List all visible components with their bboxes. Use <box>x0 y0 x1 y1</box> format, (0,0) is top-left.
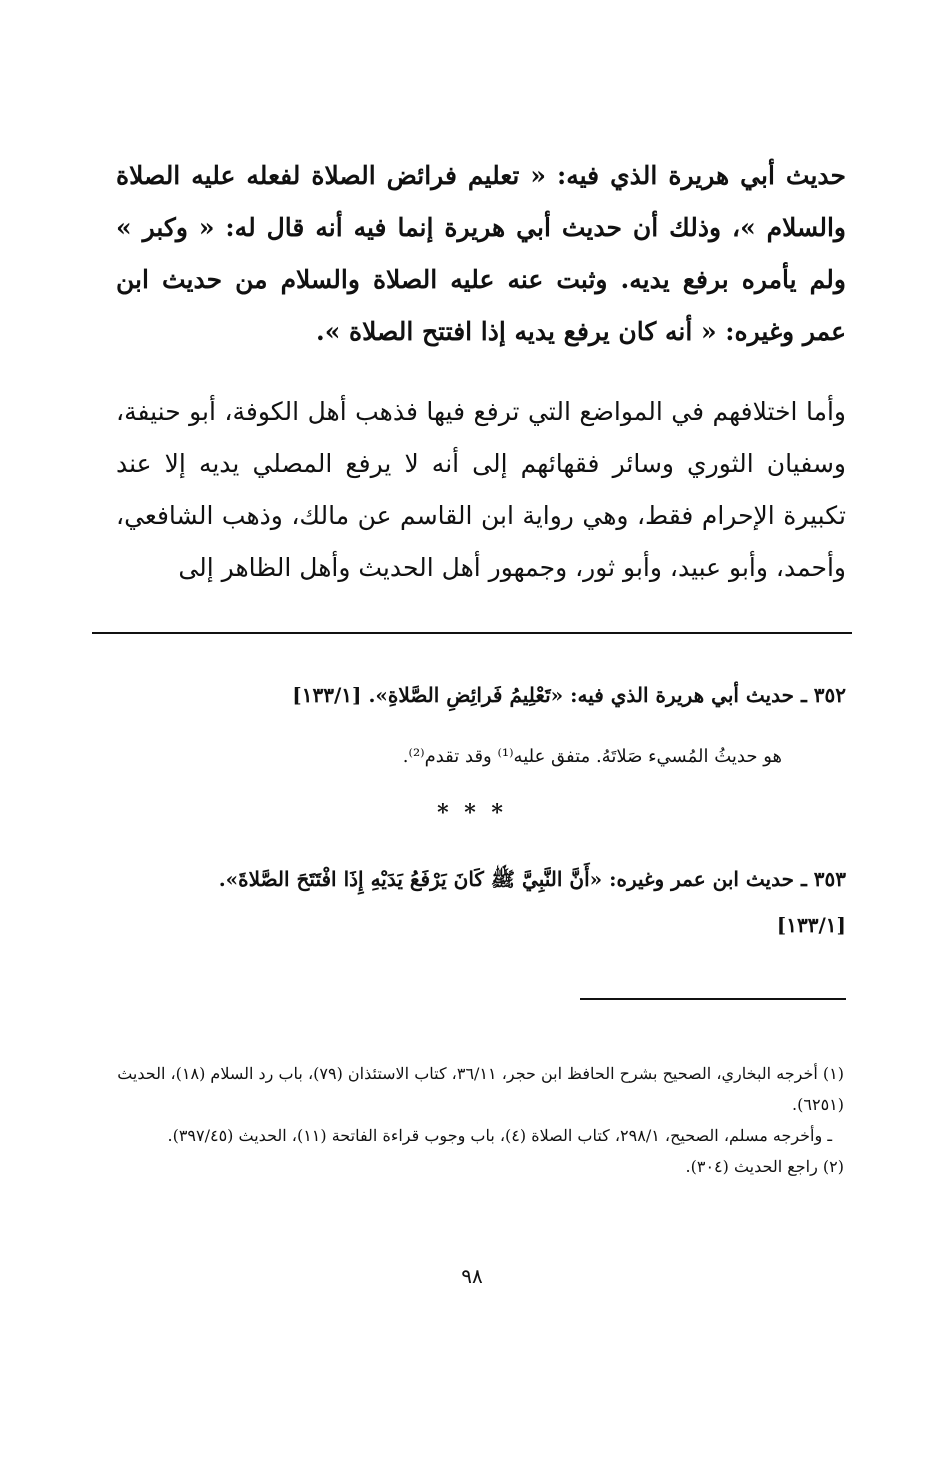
footnotes-list <box>108 1058 844 1182</box>
footnote-1: (١) أخرجه البخاري، الصحيح بشرح الحافظ ابن حجر، ٣٦/١١، كتاب الاستئذان (٧٩)، باب رد السلام (١٨)، الحديث (٦٢٥١). <box>117 1064 844 1114</box>
commentary-353-heading: ٣٥٣ ـ حديث ابن عمر وغيره: «أَنَّ النَّبِيَّ ﷺ كَانَ يَرْفَعُ يَدَيْهِ إِذَا افْتَتَحَ الصَّلاةَ». [١٣٣/١] <box>218 867 846 937</box>
footnote-1-continued: ـ وأخرجه مسلم، الصحيح، ٢٩٨/١، كتاب الصلاة (٤)، باب وجوب قراءة الفاتحة (١١)، الحديث (٣٩٧/٤٥). <box>167 1126 832 1145</box>
page-number: ٩٨ <box>461 1264 483 1288</box>
commentary-352-heading: ٣٥٢ ـ حديث أبي هريرة الذي فيه: «تَعْلِيمُ فَرائِضِ الصَّلاةِ». [١٣٣/١] <box>292 683 846 707</box>
footnote-rule <box>580 998 846 1000</box>
section-divider <box>92 632 852 634</box>
main-paragraph-1: حديث أبي هريرة الذي فيه: « تعليم فرائض الصلاة لفعله عليه الصلاة والسلام »، وذلك أن حديث أبي هريرة إنما فيه أنه قال له: « وكبر » ولم يأمره برفع يديه. وثبت عنه عليه الصلاة والسلام من حديث ابن عمر وغيره: « أنه كان يرفع يديه إذا افتتح الصلاة ». <box>116 161 846 346</box>
asterisk-separator: * * * <box>437 800 507 826</box>
commentary-352-body: هو حديثُ المُسيء صَلاتَهُ. متفق عليه⁽¹⁾ وقد تقدم⁽²⁾. <box>402 746 782 767</box>
main-paragraph-2: وأما اختلافهم في المواضع التي ترفع فيها فذهب أهل الكوفة، أبو حنيفة، وسفيان الثوري وسائر فقهائهم إلى أنه لا يرفع المصلي يديه إلا عند تكبيرة الإحرام فقط، وهي رواية ابن القاسم عن مالك، وذهب الشافعي، وأحمد، وأبو عبيد، وأبو ثور، وجمهور أهل الحديث وأهل الظاهر إلى <box>116 397 846 582</box>
footnote-2: (٢) راجع الحديث (٣٠٤). <box>685 1157 844 1176</box>
